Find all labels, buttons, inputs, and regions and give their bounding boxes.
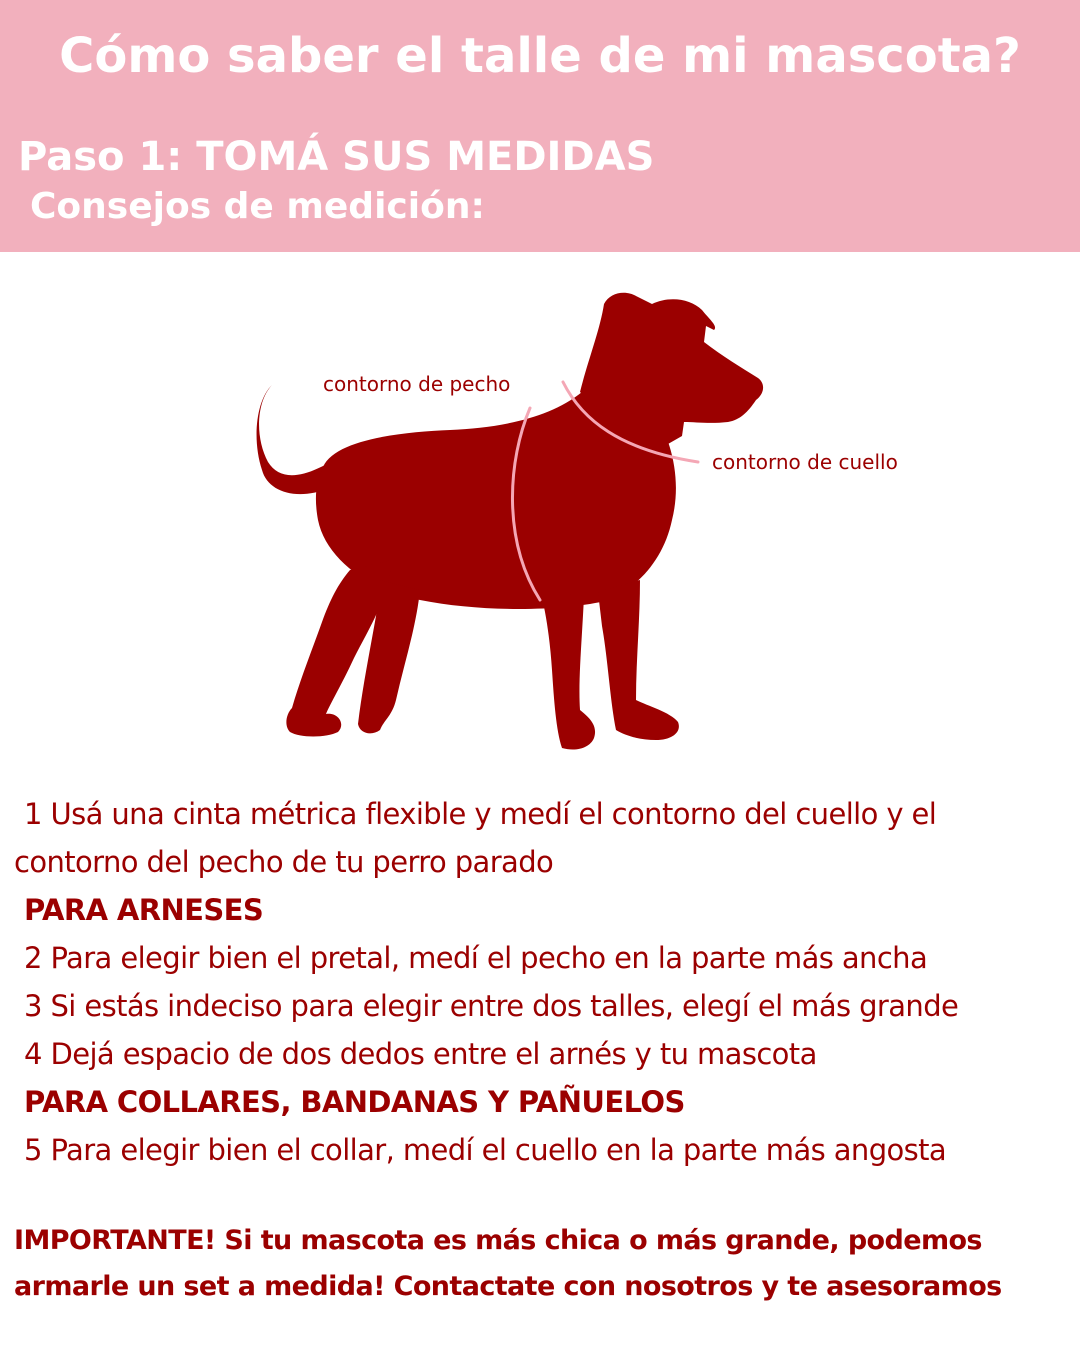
list-item: 2 Para elegir bien el pretal, medí el pecho en la parte más ancha <box>24 941 928 975</box>
tips-heading: Consejos de medición: <box>30 186 485 227</box>
section-heading-harness: PARA ARNESES <box>24 893 264 927</box>
list-item: 4 Dejá espacio de dos dedos entre el arnés y tu mascota <box>24 1037 817 1071</box>
section-heading-collars: PARA COLLARES, BANDANAS Y PAÑUELOS <box>24 1085 685 1119</box>
page-title: Cómo saber el talle de mi mascota? <box>59 28 1021 84</box>
list-item: 5 Para elegir bien el collar, medí el cuello en la parte más angosta <box>24 1133 947 1167</box>
step-heading: Paso 1: TOMÁ SUS MEDIDAS <box>18 134 655 180</box>
neck-contour-label: contorno de cuello <box>712 450 898 474</box>
chest-contour-label: contorno de pecho <box>323 372 511 396</box>
dog-silhouette-icon <box>240 280 800 760</box>
header-banner <box>0 0 1080 252</box>
important-line: armarle un set a medida! Contactate con nosotros y te asesoramos <box>14 1271 1002 1302</box>
list-item: 3 Si estás indeciso para elegir entre dos talles, elegí el más grande <box>24 989 959 1023</box>
important-note <box>14 1218 1074 1310</box>
list-item: contorno del pecho de tu perro parado <box>14 845 554 879</box>
important-line: IMPORTANTE! Si tu mascota es más chica o más grande, podemos <box>14 1225 982 1256</box>
dog-measurement-diagram <box>240 280 898 760</box>
list-item: 1 Usá una cinta métrica flexible y medí el contorno del cuello y el <box>24 797 937 831</box>
instructions-list <box>14 790 1074 1174</box>
